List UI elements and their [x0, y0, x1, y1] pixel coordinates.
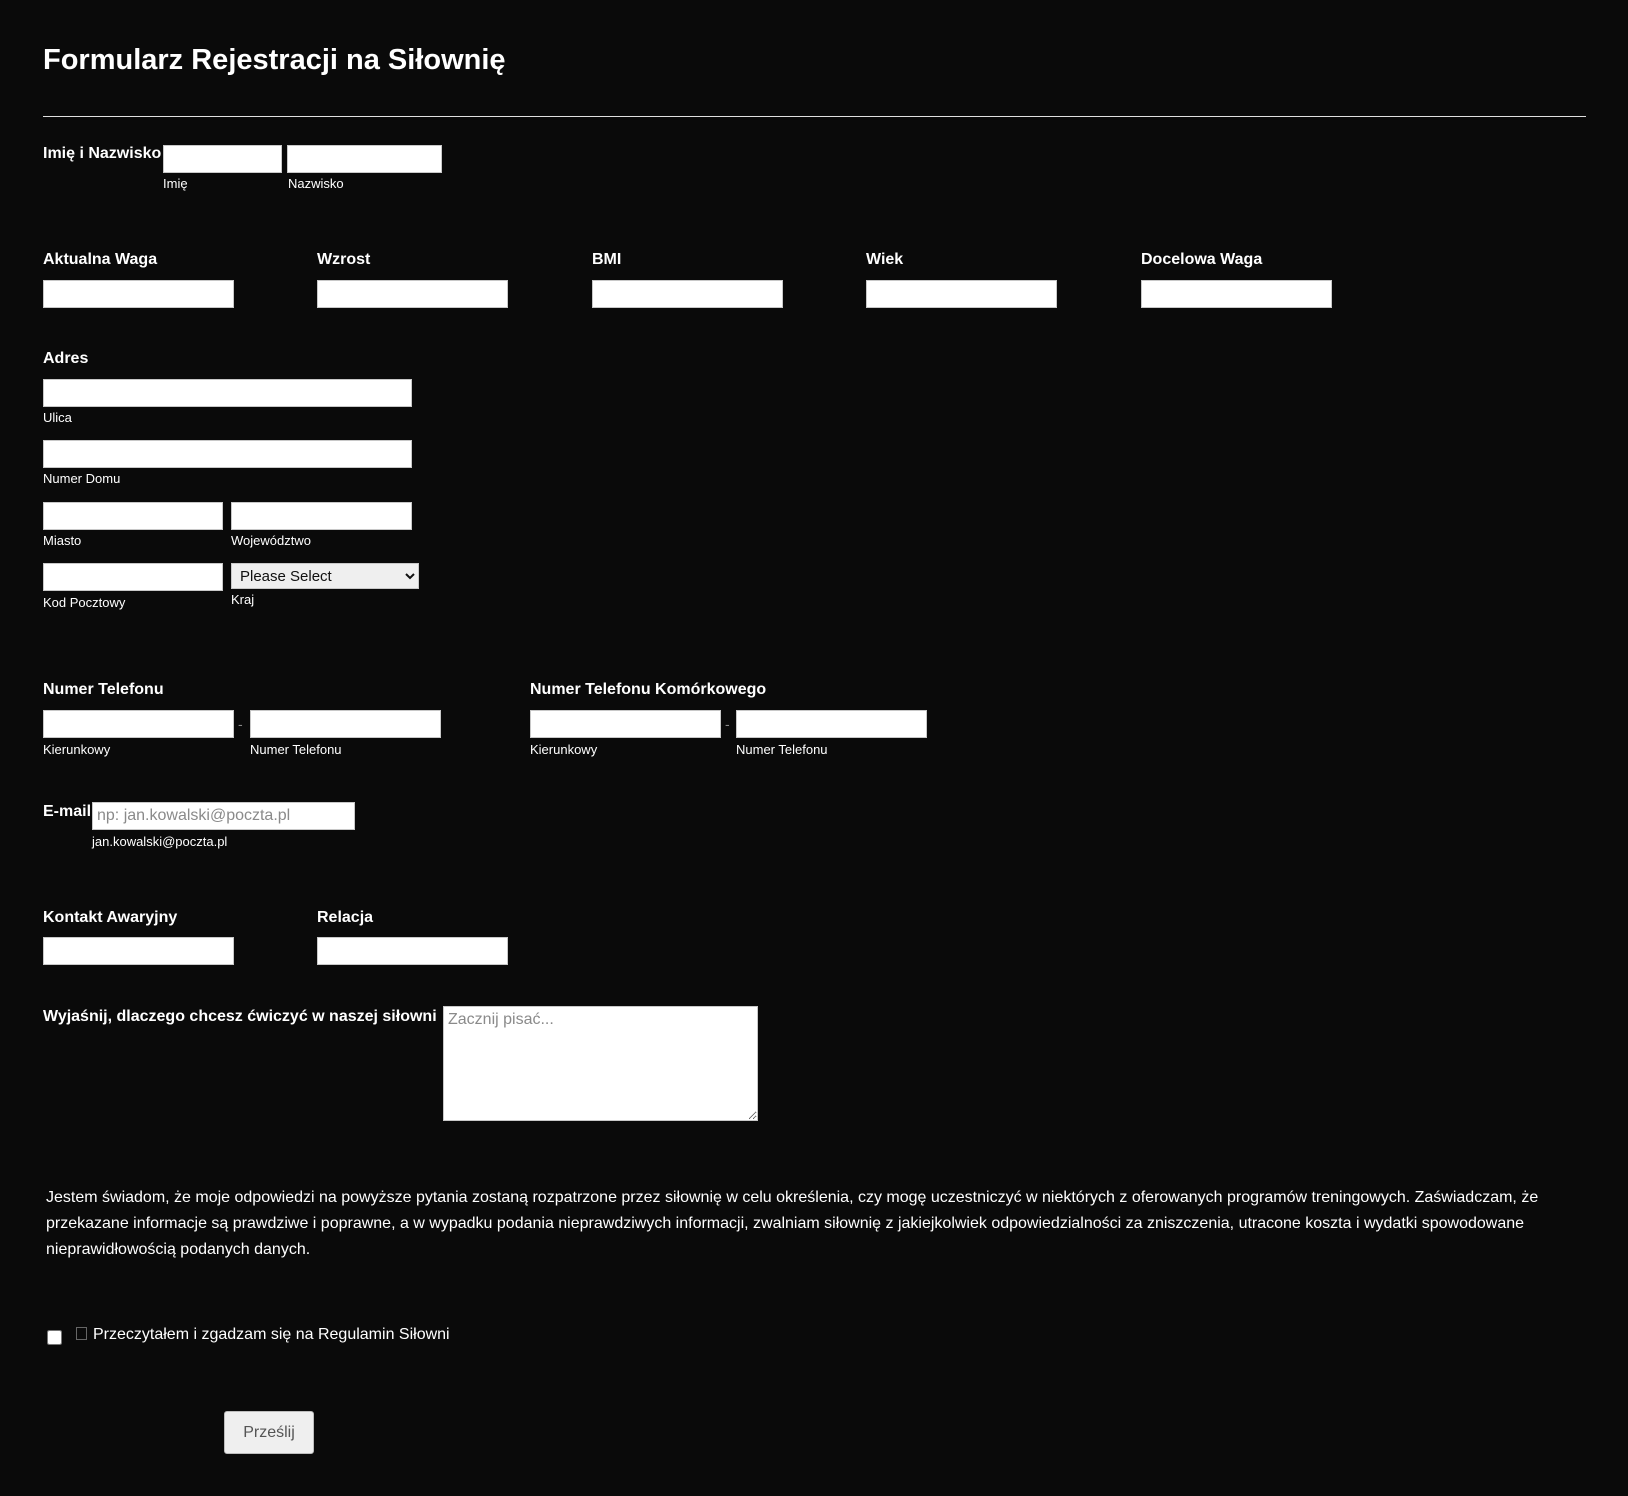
email-label: E-mail — [43, 803, 92, 820]
reason-textarea[interactable] — [443, 1006, 758, 1121]
last-name-sublabel: Nazwisko — [288, 176, 344, 191]
phone-separator: - — [238, 716, 243, 732]
terms-checkbox[interactable] — [47, 1330, 62, 1345]
postal-code-sublabel: Kod Pocztowy — [43, 595, 126, 610]
terms-label-text: Przeczytałem i zgadzam się na Regulamin Siłowni — [93, 1326, 450, 1343]
last-name-input[interactable] — [287, 145, 442, 173]
age-input[interactable] — [866, 280, 1057, 308]
height-label: Wzrost — [317, 251, 371, 268]
first-name-sublabel: Imię — [163, 176, 188, 191]
target-weight-input[interactable] — [1141, 280, 1332, 308]
bmi-input[interactable] — [592, 280, 783, 308]
height-input[interactable] — [317, 280, 508, 308]
mobile-label: Numer Telefonu Komórkowego — [530, 681, 767, 698]
city-sublabel: Miasto — [43, 533, 82, 548]
mobile-separator: - — [725, 716, 730, 732]
country-sublabel: Kraj — [231, 592, 255, 607]
house-number-sublabel: Numer Domu — [43, 471, 121, 486]
target-weight-label: Docelowa Waga — [1141, 251, 1263, 268]
phone-label: Numer Telefonu — [43, 681, 164, 698]
city-input[interactable] — [43, 502, 223, 530]
name-label: Imię i Nazwisko — [43, 145, 162, 162]
street-sublabel: Ulica — [43, 410, 72, 425]
form-title: Formularz Rejestracji na Siłownię — [43, 44, 506, 76]
province-input[interactable] — [231, 502, 412, 530]
email-sublabel: jan.kowalski@poczta.pl — [92, 834, 228, 849]
emergency-contact-input[interactable] — [43, 937, 234, 965]
phone-number-input[interactable] — [250, 710, 441, 738]
email-input[interactable] — [92, 802, 355, 830]
submit-button[interactable]: Prześlij — [224, 1411, 314, 1454]
country-select[interactable] — [231, 563, 419, 589]
mobile-area-sublabel: Kierunkowy — [530, 742, 598, 757]
mobile-area-input[interactable] — [530, 710, 721, 738]
current-weight-label: Aktualna Waga — [43, 251, 158, 268]
title-divider — [43, 116, 1586, 117]
phone-area-input[interactable] — [43, 710, 234, 738]
province-sublabel: Województwo — [231, 533, 311, 548]
address-label: Adres — [43, 350, 89, 367]
terms-label[interactable] — [76, 1326, 450, 1344]
emergency-contact-label: Kontakt Awaryjny — [43, 909, 178, 926]
phone-area-sublabel: Kierunkowy — [43, 742, 111, 757]
reason-label: Wyjaśnij, dlaczego chcesz ćwiczyć w naszej siłowni — [43, 1008, 437, 1025]
mobile-number-sublabel: Numer Telefonu — [736, 742, 828, 757]
house-number-input[interactable] — [43, 440, 412, 468]
relation-label: Relacja — [317, 909, 374, 926]
mobile-number-input[interactable] — [736, 710, 927, 738]
consent-text: Jestem świadom, że moje odpowiedzi na powyższe pytania zostaną rozpatrzone przez siłownię w celu określenia, czy mogę uczestniczyć w niektórych z oferowanych programów treningowych. Zaświadczam, że przekazane informacje są prawdziwe i poprawne, a w wypadku podania nieprawdziwych informacji, zwalniam siłownię z jakiejkolwiek odpowiedzialności za zniszczenia, utracone koszta i wydatki spowodowane nieprawidłowością podanych danych. — [46, 1189, 1539, 1258]
relation-input[interactable] — [317, 937, 508, 965]
required-marker-icon — [76, 1327, 87, 1340]
age-label: Wiek — [866, 251, 904, 268]
first-name-input[interactable] — [163, 145, 282, 173]
current-weight-input[interactable] — [43, 280, 234, 308]
phone-number-sublabel: Numer Telefonu — [250, 742, 342, 757]
postal-code-input[interactable] — [43, 563, 223, 591]
street-input[interactable] — [43, 379, 412, 407]
bmi-label: BMI — [592, 251, 622, 268]
